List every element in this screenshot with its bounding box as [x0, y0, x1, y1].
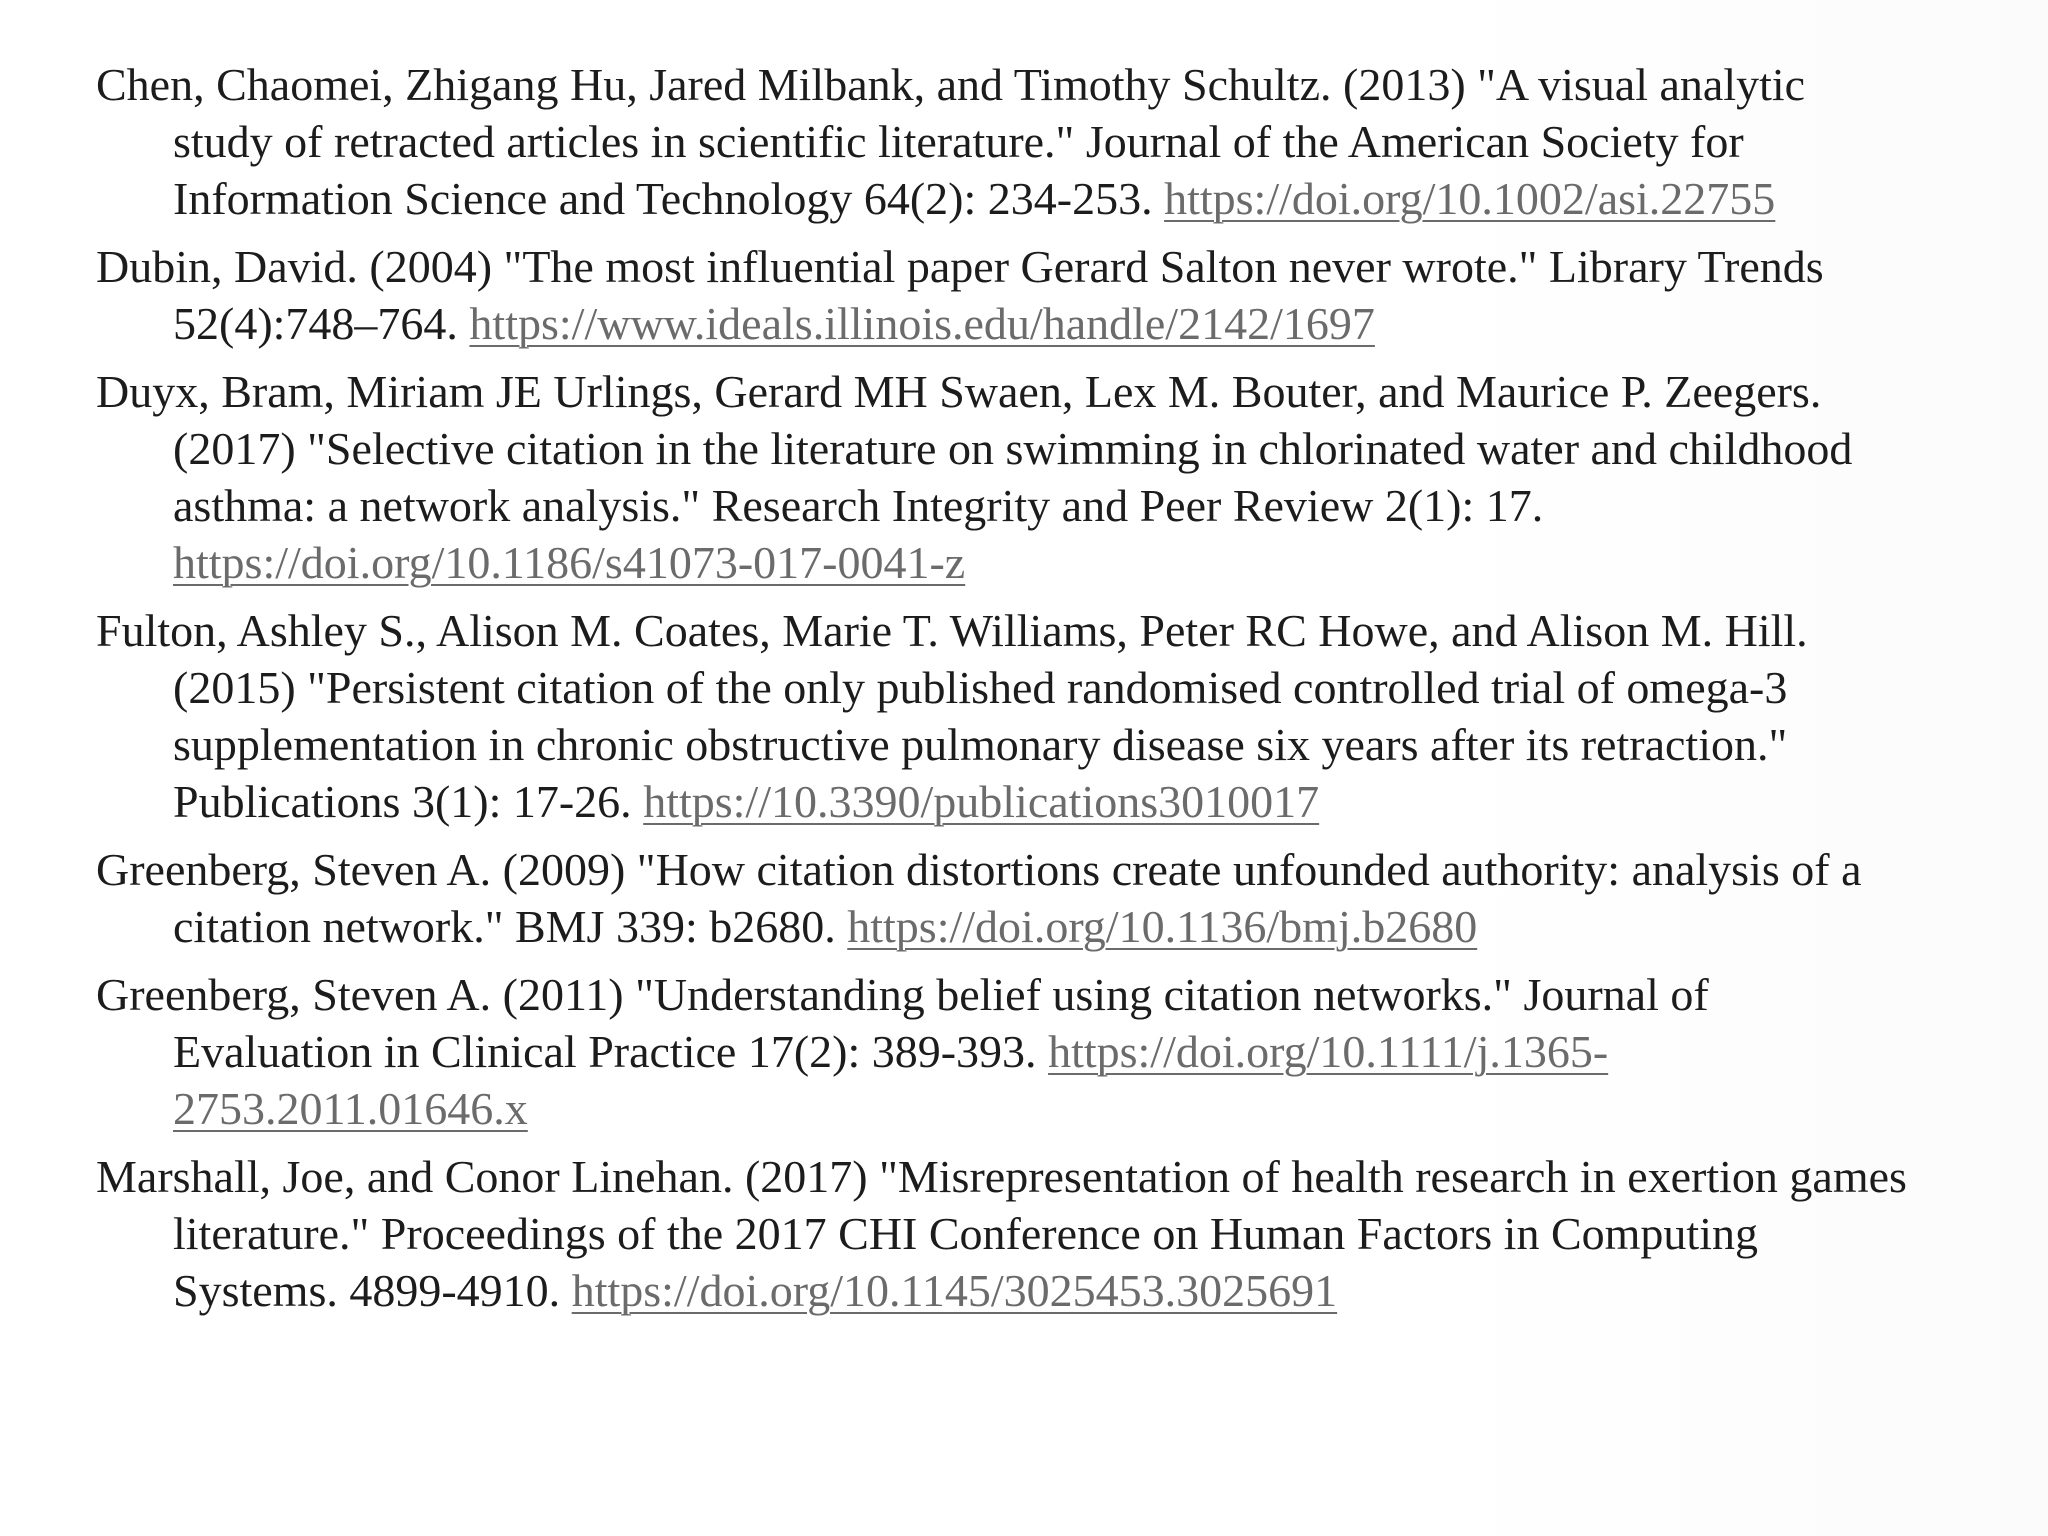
reference-list — [96, 56, 1916, 1330]
reference-link[interactable]: https://www.ideals.illinois.edu/handle/2142/1697 — [469, 298, 1375, 349]
reference-entry — [96, 1148, 1916, 1319]
reference-link[interactable]: https://doi.org/10.1145/3025453.3025691 — [571, 1265, 1338, 1316]
reference-entry — [96, 56, 1916, 227]
reference-entry — [96, 841, 1916, 955]
reference-text: Dubin, David. (2004) "The most influential paper Gerard Salton never wrote." Library Trends 52(4):748–764. — [96, 241, 1824, 349]
reference-link[interactable]: https://doi.org/10.1136/bmj.b2680 — [847, 901, 1478, 952]
reference-text: Greenberg, Steven A. (2009) "How citation distortions create unfounded authority: analysis of a citation network." BMJ 339: b2680. — [96, 844, 1862, 952]
reference-text: Duyx, Bram, Miriam JE Urlings, Gerard MH Swaen, Lex M. Bouter, and Maurice P. Zeegers. (2017) "Selective citation in the literature on swimming in chlorinated water and childhood asthma: a network analysis." Research Integrity and Peer Review 2(1): 17. — [96, 366, 1853, 531]
reference-link[interactable]: https://10.3390/publications3010017 — [643, 776, 1320, 827]
reference-link[interactable]: https://doi.org/10.1186/s41073-017-0041-z — [173, 537, 966, 588]
reference-entry — [96, 238, 1916, 352]
reference-text: Chen, Chaomei, Zhigang Hu, Jared Milbank, and Timothy Schultz. (2013) "A visual analytic study of retracted articles in scientific literature." Journal of the American Society for Information Science and Technology 64(2): 234-253. — [96, 59, 1806, 224]
reference-link[interactable]: https://doi.org/10.1002/asi.22755 — [1164, 173, 1776, 224]
reference-entry — [96, 602, 1916, 830]
reference-entry — [96, 966, 1916, 1137]
reference-text: Fulton, Ashley S., Alison M. Coates, Marie T. Williams, Peter RC Howe, and Alison M. Hill. (2015) "Persistent citation of the only published randomised controlled trial of omega-3 supplementation in chronic obstructive pulmonary disease six years after its retraction." Publications 3(1): 17-26. — [96, 605, 1808, 827]
reference-text: Marshall, Joe, and Conor Linehan. (2017) "Misrepresentation of health research in exertion games literature." Proceedings of the 2017 CHI Conference on Human Factors in Computing Systems. 4899-4910. — [96, 1151, 1907, 1316]
reference-link[interactable]: https://doi.org/10.1111/j.1365-2753.2011.01646.x — [173, 1026, 1609, 1134]
reference-text: Greenberg, Steven A. (2011) "Understanding belief using citation networks." Journal of Evaluation in Clinical Practice 17(2): 389-393. — [96, 969, 1709, 1077]
reference-entry — [96, 363, 1916, 591]
